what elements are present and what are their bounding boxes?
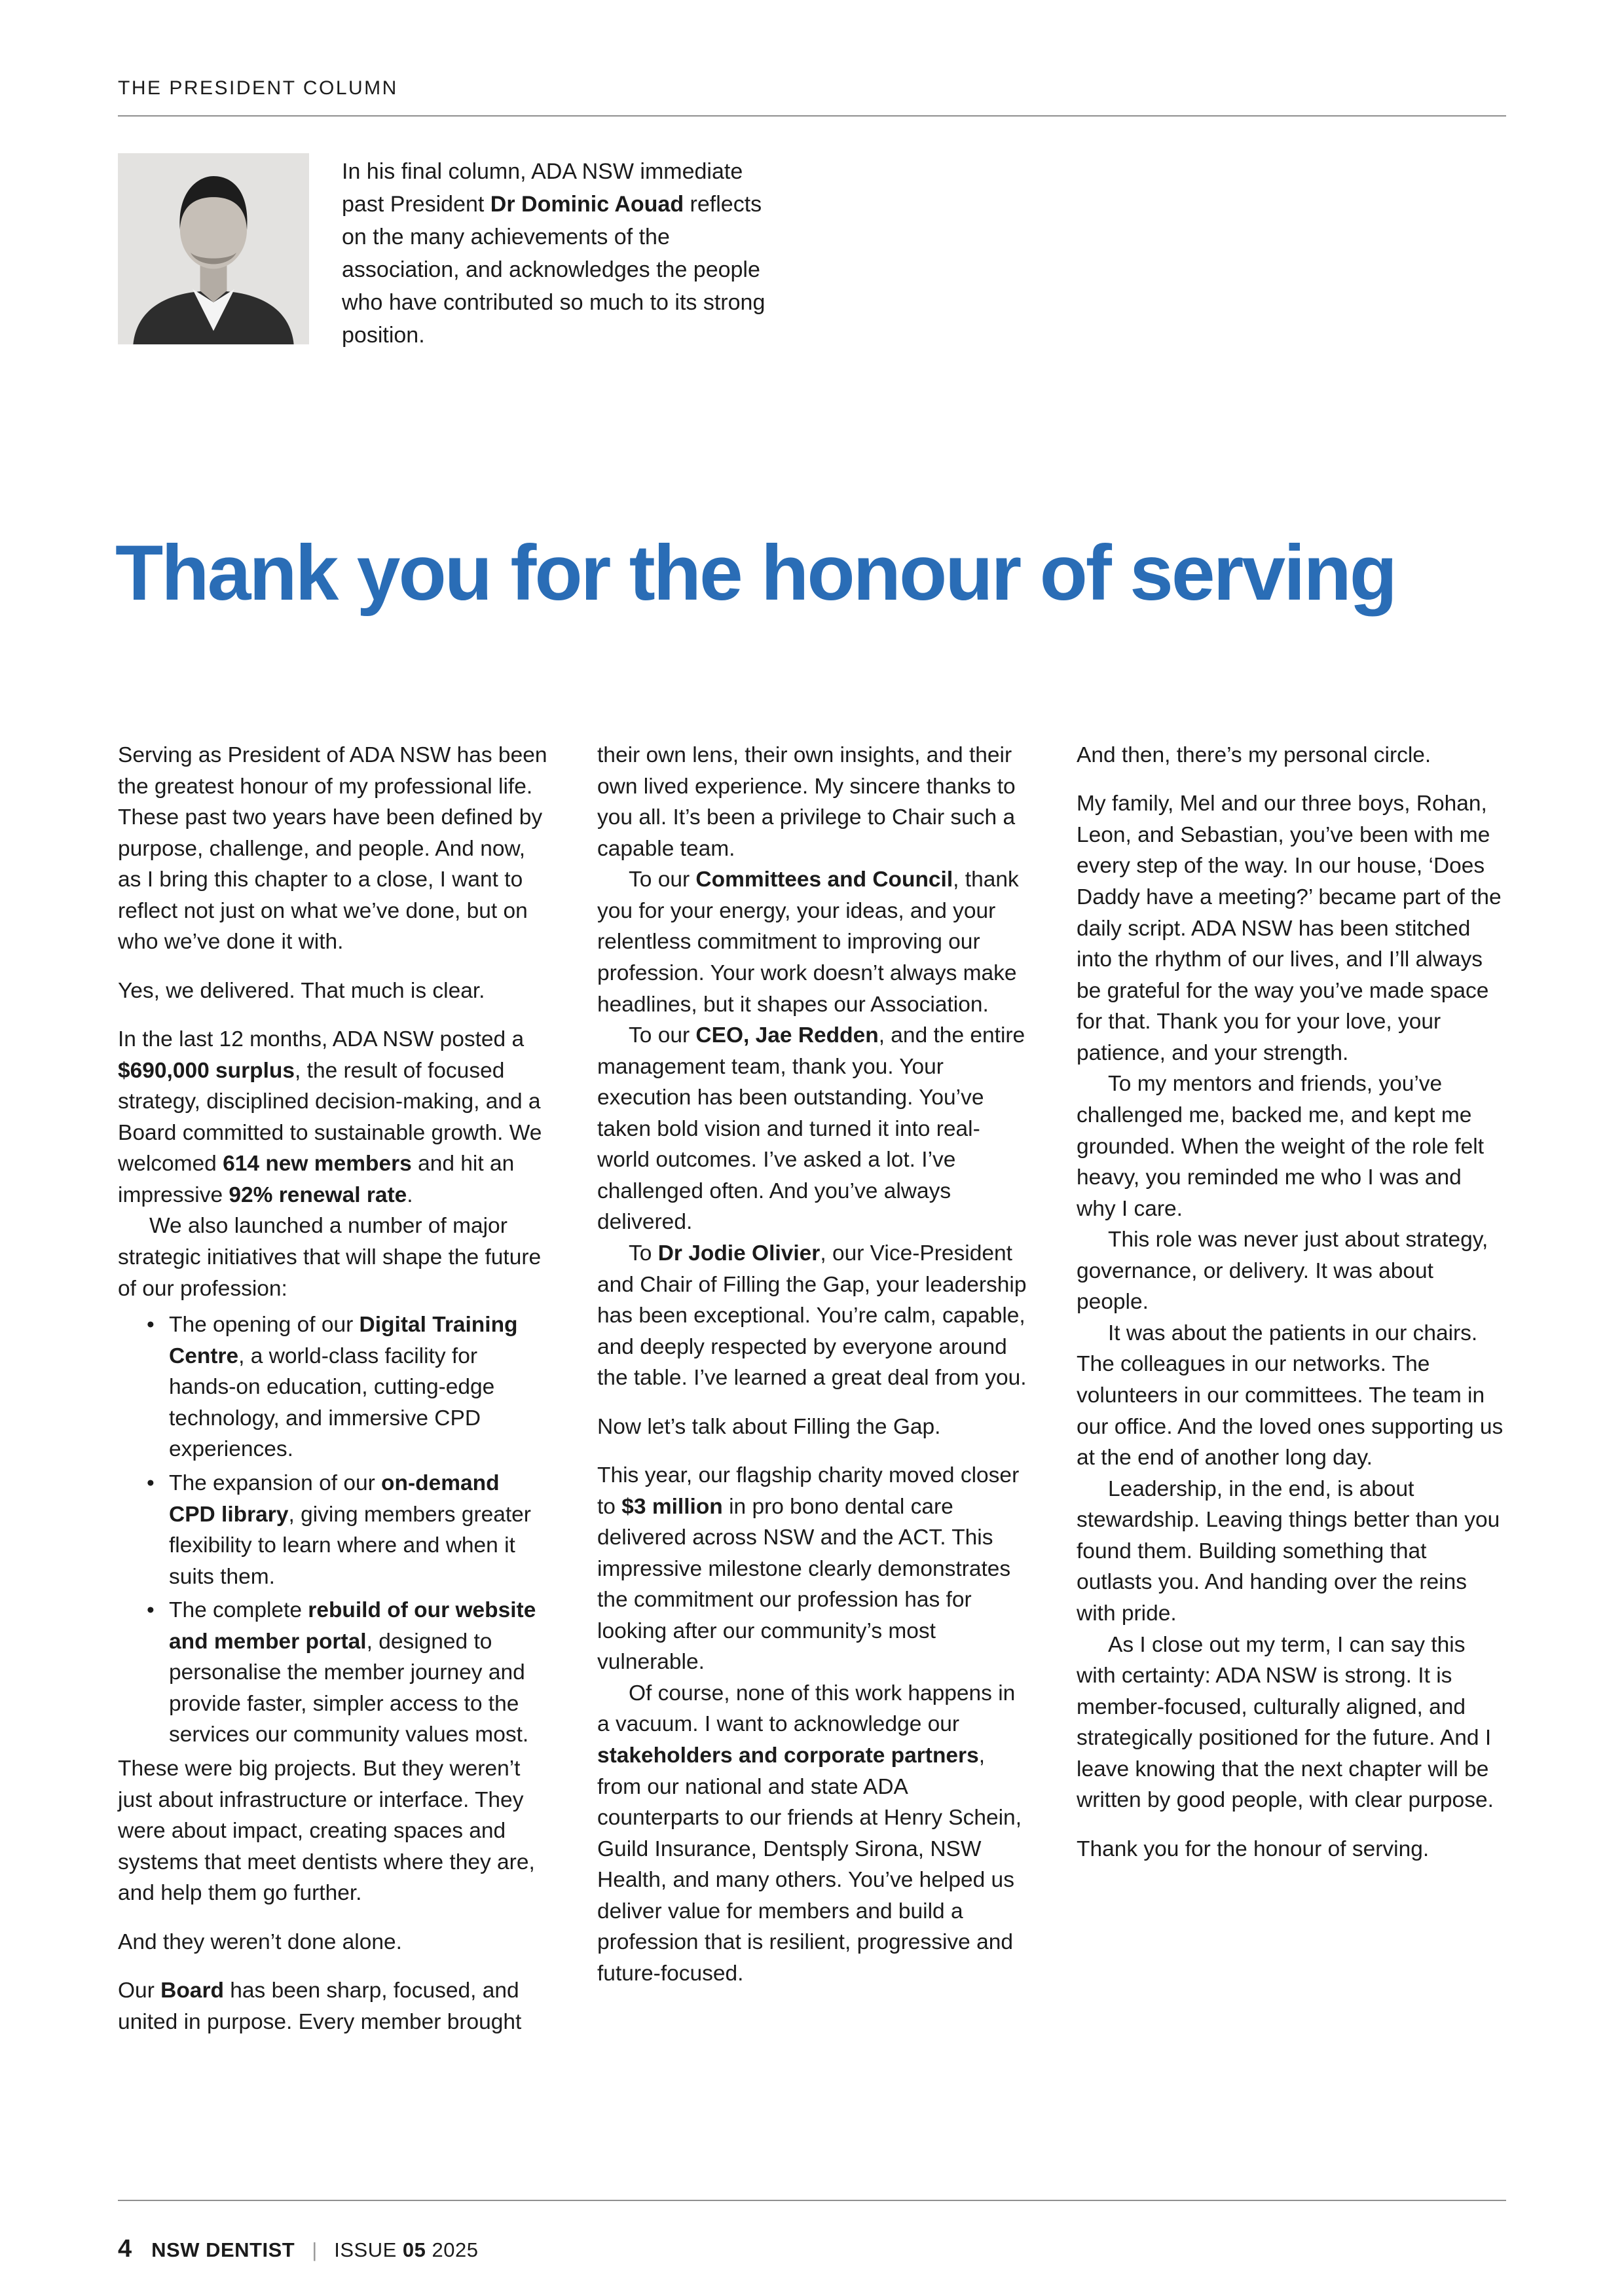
article-column-2 — [597, 740, 1027, 2037]
paragraph: To Dr Jodie Olivier, our Vice-President and Chair of Filling the Gap, your leadership has been exceptional. You’re calm, capable, and deeply respected by everyone around the table. I’ve learned a great deal from you. — [597, 1241, 1027, 1391]
issue-year: 2025 — [432, 2238, 479, 2261]
paragraph: Yes, we delivered. That much is clear. — [118, 978, 485, 1003]
footer-separator: | — [312, 2238, 318, 2261]
president-photo — [118, 152, 309, 346]
intro-block — [118, 152, 777, 352]
paragraph: To our CEO, Jae Redden, and the entire management team, thank you. Your execution has been outstanding. You’ve taken bold vision and turned it into real-world outcomes. I’ve asked a lot. I’ve challenged often. And you’ve always delivered. — [597, 1023, 1025, 1235]
paragraph: To our Committees and Council, thank you for your energy, your ideas, and your relentless commitment to improving our profession. Your work doesn’t always make headlines, but it shapes our Association. — [597, 867, 1019, 1017]
initiatives-list — [118, 1309, 547, 1751]
article-column-3 — [1077, 740, 1506, 2037]
list-item: • The expansion of our on-demand CPD library, giving members greater flexibility to learn where and when it suits them. — [147, 1468, 547, 1592]
paragraph: To my mentors and friends, you’ve challenged me, backed me, and kept me grounded. When the weight of the role felt heavy, you reminded me who I was and why I care. — [1077, 1072, 1485, 1221]
paragraph: These were big projects. But they weren’t just about infrastructure or interface. They were about impact, creating spaces and systems that meet dentists where they are, and help them go further. — [118, 1757, 535, 1906]
bold-text: Digital Training Centre — [169, 1313, 518, 1368]
bold-text: rebuild of our website and member portal — [169, 1598, 536, 1654]
section-title: THE PRESIDENT COLUMN — [118, 77, 398, 99]
article-body — [118, 740, 1506, 2037]
list-item: • The opening of our Digital Training Centre, a world-class facility for hands-on education, cutting-edge technology, and immersive CPD experiences. — [147, 1309, 547, 1465]
article-column-1 — [118, 740, 547, 2037]
bold-text: 614 new members — [223, 1152, 412, 1176]
paragraph: Our Board has been sharp, focused, and united in purpose. Every member brought — [118, 1978, 522, 2034]
bold-text: $690,000 surplus — [118, 1058, 295, 1083]
bold-text: on-demand CPD library — [169, 1470, 500, 1527]
issue-info — [334, 2238, 478, 2262]
paragraph: Serving as President of ADA NSW has been the greatest honour of my professional life. These past two years have been defined by purpose, challenge, and people. And now, as I bring this chapter to a close, I want to reflect not just on what we’ve done, but on who we’ve done it with. — [118, 743, 547, 955]
bold-text: Dr Jodie Olivier — [657, 1241, 821, 1266]
paragraph: My family, Mel and our three boys, Rohan, Leon, and Sebastian, you’ve been with me every step of the way. In our house, ‘Does Daddy have a meeting?’ became part of the daily script. ADA NSW has been stitched into the rhythm of our lives, and I’ll always be grateful for the way you’ve made space for that. Thank you for your love, your patience, and your strength. — [1077, 792, 1502, 1065]
page-title: Thank you for the honour of serving — [115, 529, 1396, 617]
issue-prefix: ISSUE — [334, 2238, 397, 2261]
paragraph: And they weren’t done alone. — [118, 1929, 402, 1954]
paragraph: Leadership, in the end, is about stewardship. Leaving things better than you found them. Building something that outlasts you. And handing over the reins with pride. — [1077, 1476, 1500, 1626]
paragraph: Now let’s talk about Filling the Gap. — [597, 1414, 941, 1439]
bold-text: $3 million — [621, 1494, 723, 1519]
bold-text: Board — [160, 1978, 224, 2003]
bold-text: Dr Dominic Aouad — [490, 191, 684, 217]
issue-number: 05 — [402, 2238, 426, 2261]
bold-text: 92% renewal rate — [229, 1182, 407, 1207]
paragraph: It was about the patients in our chairs. The colleagues in our networks. The volunteers in our committees. The team in our office. And the loved ones supporting us at the end of another long day. — [1077, 1321, 1504, 1470]
magazine-name: NSW DENTIST — [151, 2238, 295, 2261]
paragraph: In the last 12 months, ADA NSW posted a $690,000 surplus, the result of focused strategy, disciplined decision-making, and a Board committed to sustainable growth. We welcomed 614 new members and hit an impressive 92% renewal rate. — [118, 1027, 542, 1207]
paragraph: And then, there’s my personal circle. — [1077, 743, 1431, 767]
paragraph: This role was never just about strategy, governance, or delivery. It was about people. — [1077, 1228, 1488, 1315]
paragraph: As I close out my term, I can say this with certainty: ADA NSW is strong. It is member-focused, culturally aligned, and strategically positioned for the future. And I leave knowing that the next chapter will be written by good people, with clear purpose. — [1077, 1632, 1494, 1813]
paragraph: Of course, none of this work happens in a vacuum. I want to acknowledge our stakeholders and corporate partners, from our national and state ADA counterparts to our friends at Henry Schein, Guild Insurance, Dentsply Sirona, NSW Health, and many others. You’ve helped us deliver value for members and build a profession that is resilient, progressive and future-focused. — [597, 1681, 1022, 1986]
bold-text: Committees and Council — [695, 867, 953, 892]
bold-text: CEO, Jae Redden — [695, 1023, 879, 1048]
page-header — [118, 77, 1506, 117]
paragraph: Thank you for the honour of serving. — [1077, 1836, 1430, 1861]
page-number: 4 — [118, 2235, 132, 2263]
paragraph: This year, our flagship charity moved closer to $3 million in pro bono dental care delivered across NSW and the ACT. This impressive milestone clearly demonstrates the commitment our profession has for looking after our community’s most vulnerable. — [597, 1463, 1020, 1675]
paragraph: We also launched a number of major strategic initiatives that will shape the future of our profession: — [118, 1214, 542, 1301]
intro-text: In his final column, ADA NSW immediate past President Dr Dominic Aouad reflects on the many achievements of the association, and acknowledges the people who have contributed so much to its strong position. — [342, 159, 766, 348]
page-footer — [118, 2200, 1506, 2263]
list-item: • The complete rebuild of our website and member portal, designed to personalise the member journey and provide faster, simpler access to the services our community values most. — [147, 1595, 547, 1751]
paragraph: their own lens, their own insights, and their own lived experience. My sincere thanks to you all. It’s been a privilege to Chair such a capable team. — [597, 743, 1016, 861]
bold-text: stakeholders and corporate partners — [597, 1743, 979, 1768]
